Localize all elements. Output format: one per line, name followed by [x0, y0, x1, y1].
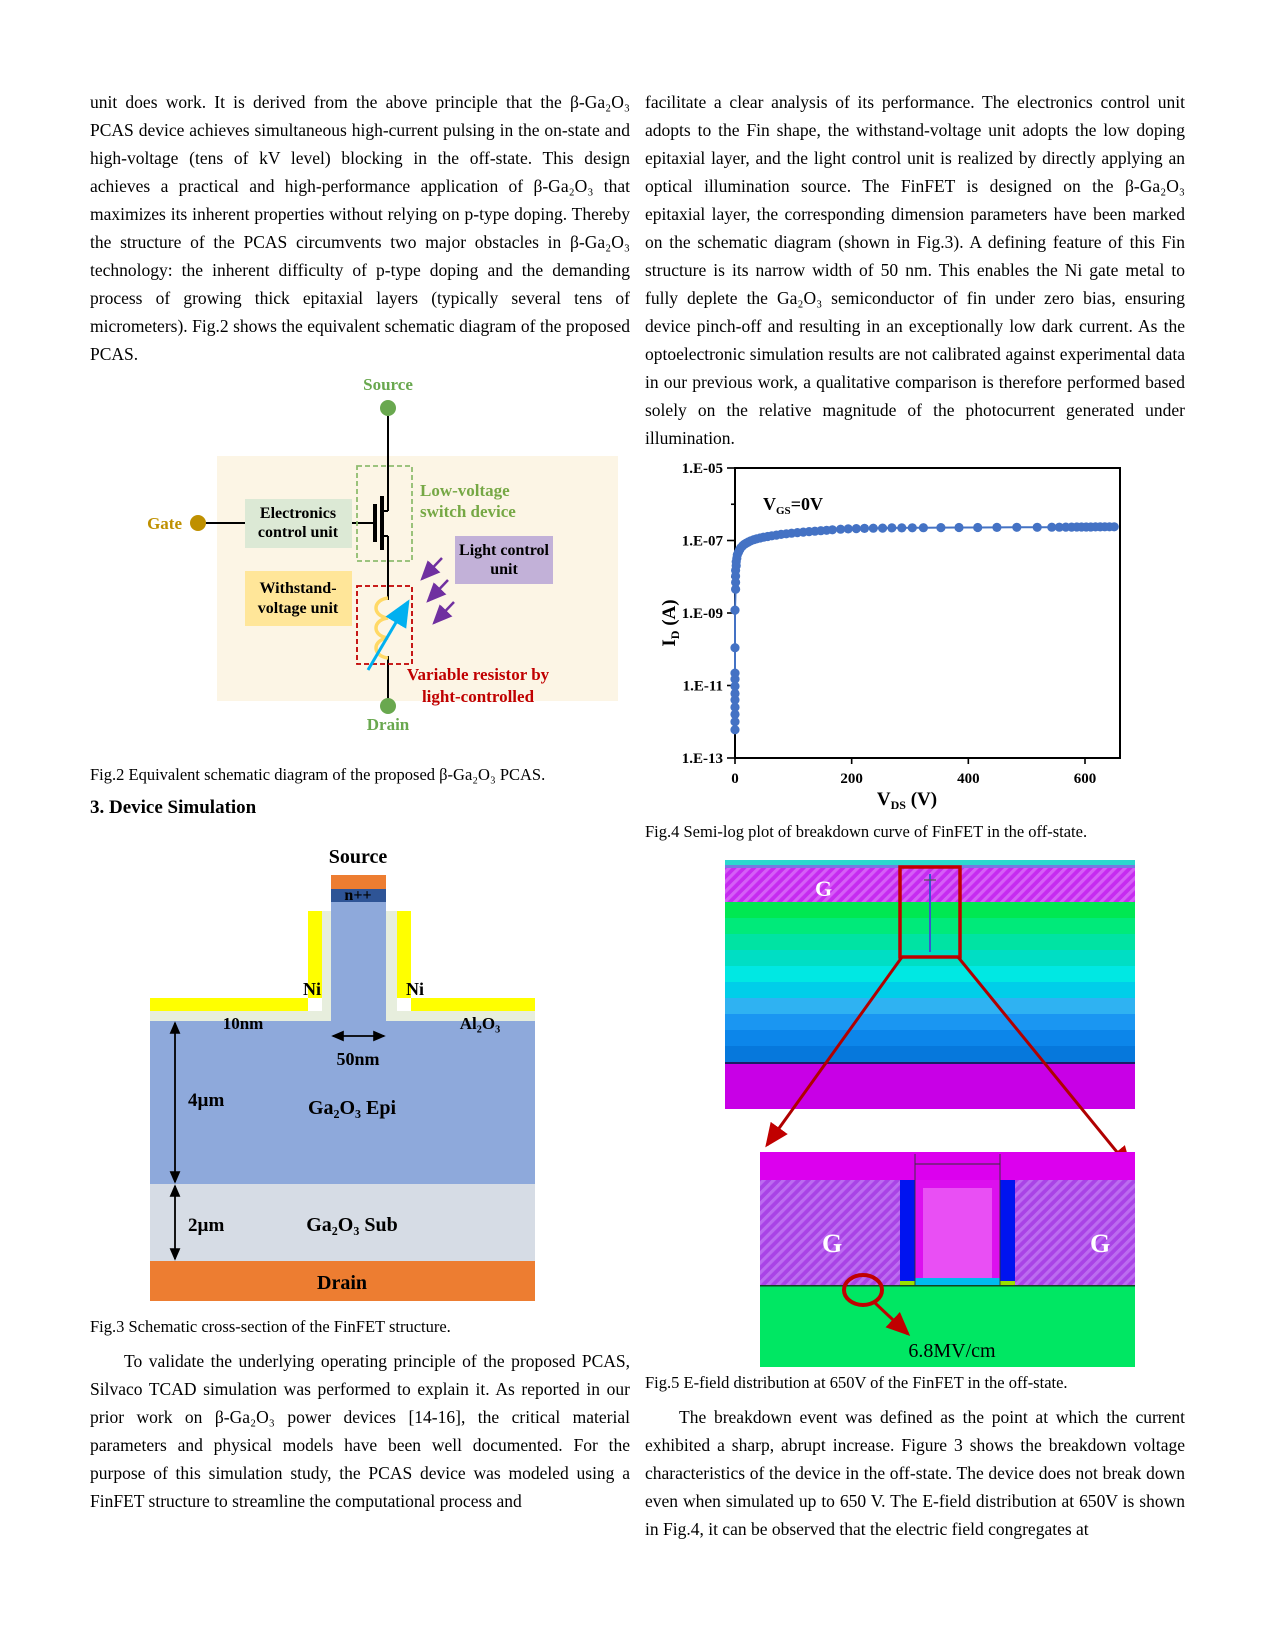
fin-oxide-right [386, 911, 397, 1021]
efield-zoom-view-image [760, 1152, 1135, 1367]
fig5-svg [645, 852, 1185, 1367]
svg-text:1.E-07: 1.E-07 [681, 533, 723, 550]
fig4-chart-svg [645, 458, 1185, 816]
withstand-label-line1: Withstand- [259, 580, 337, 597]
figure-5-efield [645, 852, 1185, 1367]
fig3-drain-label: Drain [317, 1272, 367, 1294]
gate-terminal-dot [190, 515, 206, 531]
fig3-caption: Fig.3 Schematic cross-section of the FinFET structure. [90, 1317, 451, 1336]
fig3-source-label: Source [328, 846, 388, 868]
fig3-svg [90, 833, 630, 1311]
fig2-source-label: Source [363, 375, 413, 394]
fig3-nplus-label: n++ [344, 887, 372, 904]
electronics-label-line1: Electronics [259, 505, 337, 522]
svg-text:1.E-13: 1.E-13 [681, 751, 723, 767]
fig3-al2o3-label: Al₂O₃ [459, 1014, 501, 1033]
paragraph: To validate the underlying operating principle of the proposed PCAS, Silvaco TCAD simulation was performed to explain it. As reported in our prior work on β-Ga₂O₃ power devices [14-16], the critical material parameters and physical models have been well documented. For the purpose of this simulation study, the PCAS device was modeled using a FinFET structure to streamline the computational process and [90, 1351, 630, 1511]
fig5-g-top-label: G [815, 876, 833, 901]
svg-text:1.E-11: 1.E-11 [682, 678, 723, 695]
light-control-label-line1: Light control [459, 542, 549, 559]
efield-value-label: 6.8MV/cm [908, 1340, 996, 1362]
fig3-ni-left-label: Ni [303, 979, 321, 999]
fig3-50nm-label: 50nm [336, 1049, 380, 1069]
fig2-drain-label: Drain [366, 715, 410, 734]
svg-text:400: 400 [957, 771, 980, 787]
fig4-caption: Fig.4 Semi-log plot of breakdown curve of FinFET in the off-state. [645, 822, 1088, 841]
fig3-epi-label: Ga₂O₃ Epi [307, 1097, 397, 1119]
low-voltage-label-line1: Low-voltage [420, 481, 510, 500]
ni-gate-layer-right [411, 998, 535, 1011]
low-voltage-label-line2: switch device [420, 502, 516, 521]
oxide-bar-left [900, 1180, 915, 1285]
fig5-g-right-label: G [1090, 1229, 1111, 1258]
svg-text:1.E-09: 1.E-09 [681, 606, 723, 622]
drain-terminal-dot [380, 698, 396, 714]
fig3-sub-label: Ga₂O₃ Sub [306, 1214, 398, 1236]
fig3-ni-right-label: Ni [406, 979, 424, 999]
figure-3-cross-section [90, 833, 630, 1311]
variable-resistor-label-line1: Variable resistor by [406, 665, 550, 684]
figure-2-schematic [90, 374, 630, 759]
paragraph: unit does work. It is derived from the above principle that the β-Ga₂O₃ PCAS device achieves simultaneous high-current pulsing in the on-state and high-voltage (tens of kV level) blocking in the off-state. This design achieves a practical and high-performance application of β-Ga₂O₃ that maximizes its inherent properties without relying on p-type doping. Thereby the structure of the PCAS circumvents two major obstacles in β-Ga₂O₃ technology: the inherent difficulty of p-type doping and the demanding process of growing thick epitaxial layers (typically several tens of micrometers). Fig.2 shows the equivalent schematic diagram of the proposed PCAS. [90, 92, 630, 364]
ni-gate-layer-left [150, 998, 308, 1011]
figure-4-chart [645, 458, 1185, 816]
fig3-10nm-label: 10nm [222, 1014, 264, 1033]
fig2-svg [90, 374, 630, 759]
svg-text:VDS (V): $V_{DS}$ (V) [876, 789, 938, 812]
svg-text:0: 0 [731, 771, 739, 787]
fig5-caption: Fig.5 E-field distribution at 650V of the FinFET in the off-state. [645, 1373, 1068, 1392]
svg-text:1.E-05: 1.E-05 [681, 461, 723, 477]
fin-oxide-left [322, 911, 331, 1021]
bottom-substrate-band [725, 1064, 1135, 1109]
right-column [645, 88, 1185, 1650]
svg-text:200: 200 [840, 771, 863, 787]
gate-region-right [1015, 1180, 1135, 1285]
fig2-caption: Fig.2 Equivalent schematic diagram of the proposed β-Ga₂O₃ PCAS. [90, 765, 546, 784]
fig2-gate-label: Gate [147, 514, 182, 533]
fig3-2um-label: 2µm [188, 1215, 225, 1236]
efield-full-view-image [725, 860, 1135, 1109]
paragraph: The breakdown event was defined as the point at which the current exhibited a sharp, abrupt increase. Figure 3 shows the breakdown voltage characteristics of the device in the off-state. The device does not break down even when simulated up to 650 V. The E-field distribution at 650V is shown in Fig.4, it can be observed that the electric field congregates at [645, 1407, 1185, 1539]
paragraph: facilitate a clear analysis of its performance. The electronics control unit adopts to the Fin shape, the withstand-voltage unit adopts the low doping epitaxial layer, and the light control unit is realized by directly applying an optical illumination source. The FinFET is designed on the β-Ga₂O₃ epitaxial layer, the corresponding dimension parameters have been marked on the schematic diagram (shown in Fig.3). A defining feature of this Fin structure is its narrow width of 50 nm. This enables the Ni gate metal to fully deplete the Ga₂O₃ semiconductor of fin under zero bias, ensuring device pinch-off and resulting in an exceptionally low dark current. As the optoelectronic simulation results are not calibrated against experimental data in our previous work, a qualitative comparison is therefore performed based solely on the relative magnitude of the photocurrent generated under illumination. [645, 92, 1185, 448]
fig5-g-left-label: G [822, 1229, 843, 1258]
left-column [90, 88, 630, 1650]
withstand-label-line2: voltage unit [257, 600, 339, 617]
svg-text:VGS=0V: $V_{GS}=0V$ [763, 494, 823, 517]
section-heading: 3. Device Simulation [90, 797, 257, 818]
source-terminal-dot [380, 400, 396, 416]
light-control-label-line2: unit [490, 561, 518, 578]
fig3-4um-label: 4µm [188, 1090, 225, 1111]
svg-text:ID (A): $I_D$ (A) [659, 599, 682, 647]
electronics-label-line2: control unit [257, 524, 339, 541]
variable-resistor-label-line2: light-controlled [421, 687, 535, 706]
oxide-bar-right [1000, 1180, 1015, 1285]
svg-text:600: 600 [1073, 771, 1097, 787]
fin-body [331, 902, 386, 1021]
